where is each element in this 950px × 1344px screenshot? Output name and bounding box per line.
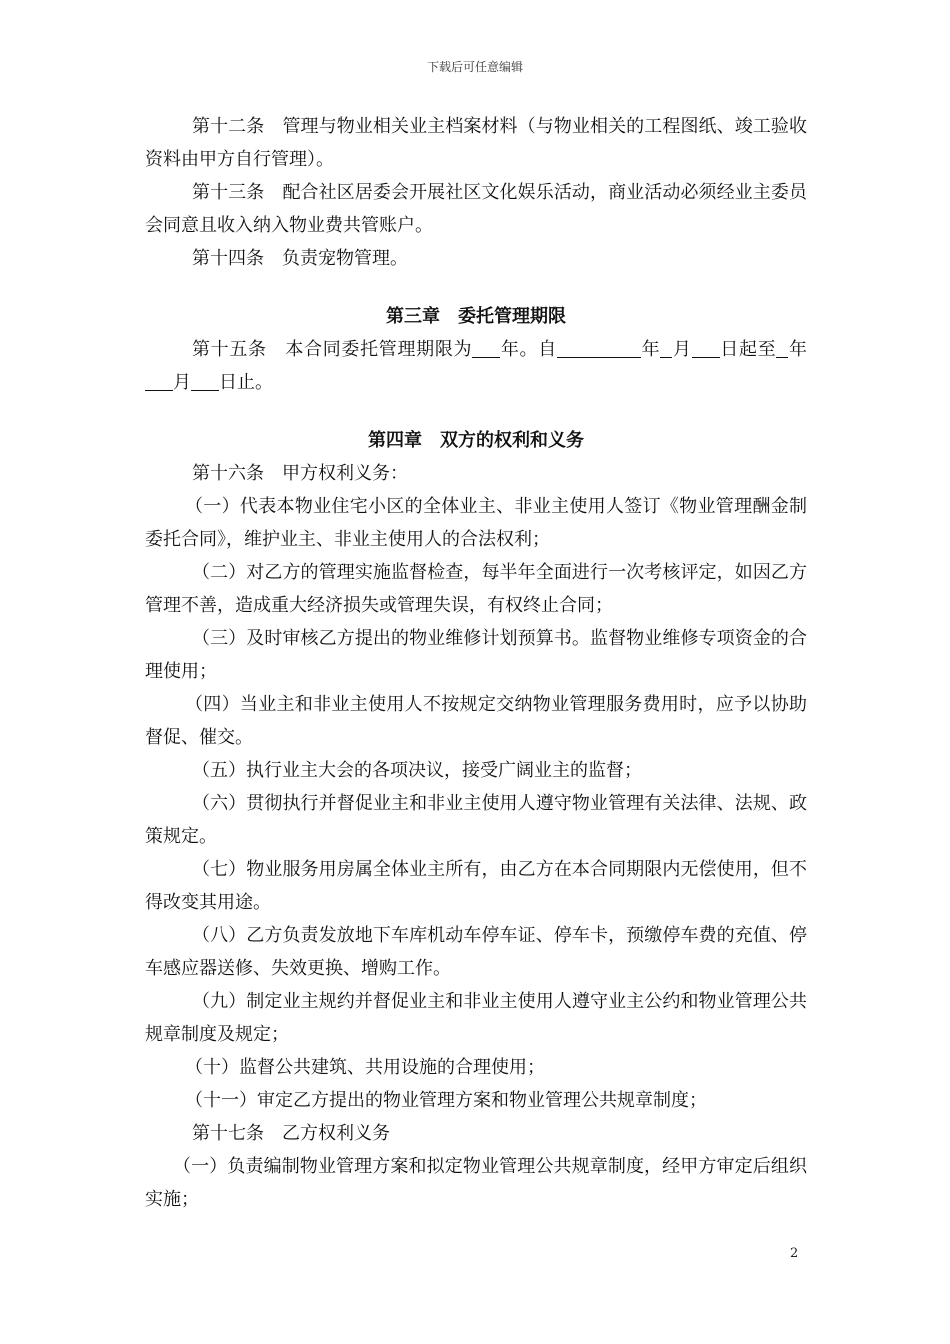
blank-term-years bbox=[472, 339, 500, 358]
blank-end-month bbox=[145, 372, 173, 391]
a16-item-9: （九）制定业主规约并督促业主和非业主使用人遵守业主公约和物业管理公共规章制度及规定； bbox=[145, 991, 807, 1045]
blank-end-year bbox=[776, 339, 788, 358]
article-14: 第十四条 负责宠物管理。 bbox=[192, 248, 408, 269]
document-body bbox=[145, 110, 807, 1216]
a16-item-2: （二）对乙方的管理实施监督检查，每半年全面进行一次考核评定，如因乙方管理不善，造成重大经济损失或管理失误，有权终止合同； bbox=[145, 562, 807, 616]
blank-start-year bbox=[557, 339, 641, 358]
article-13: 第十三条 配合社区居委会开展社区文化娱乐活动，商业活动必须经业主委员会同意且收入纳入物业费共管账户。 bbox=[145, 182, 807, 236]
article-12: 第十二条 管理与物业相关业主档案材料（与物业相关的工程图纸、竣工验收资料由甲方自行管理）。 bbox=[145, 116, 807, 170]
a16-item-6: （六）贯彻执行并督促业主和非业主使用人遵守物业管理有关法律、法规、政策规定。 bbox=[145, 793, 807, 847]
blank-end-day bbox=[191, 372, 219, 391]
blank-start-month bbox=[660, 339, 672, 358]
a16-item-4: （四）当业主和非业主使用人不按规定交纳物业管理服务费用时，应予以协助督促、催交。 bbox=[145, 694, 807, 748]
a16-item-8: （八）乙方负责发放地下车库机动车停车证、停车卡，预缴停车费的充值、停车感应器送修、失效更换、增购工作。 bbox=[145, 925, 807, 979]
a16-item-5: （五）执行业主大会的各项决议，接受广阔业主的监督； bbox=[192, 760, 642, 781]
article-15: 第十五条 本合同委托管理期限为 年。自 年 月 日起至 年月 日止。 bbox=[145, 333, 807, 399]
chapter-4-title: 第四章 双方的权利和义务 bbox=[368, 430, 584, 451]
chapter-3-title: 第三章 委托管理期限 bbox=[386, 306, 566, 327]
a16-item-1: （一）代表本物业住宅小区的全体业主、非业主使用人签订《物业管理酬金制委托合同》，维护业主、非业主使用人的合法权利； bbox=[145, 496, 807, 550]
page-number: 2 bbox=[790, 1246, 799, 1261]
a17-item-1: （一）负责编制物业管理方案和拟定物业管理公共规章制度，经甲方审定后组织实施； bbox=[145, 1156, 807, 1210]
a16-item-7: （七）物业服务用房属全体业主所有，由乙方在本合同期限内无偿使用，但不得改变其用途。 bbox=[145, 859, 807, 913]
blank-start-day bbox=[692, 339, 720, 358]
article-16: 第十六条 甲方权利义务： bbox=[192, 463, 408, 484]
a16-item-11: （十一）审定乙方提出的物业管理方案和物业管理公共规章制度； bbox=[185, 1090, 707, 1111]
a16-item-3: （三）及时审核乙方提出的物业维修计划预算书。监督物业维修专项资金的合理使用； bbox=[145, 628, 807, 682]
article-17: 第十七条 乙方权利义务 bbox=[192, 1123, 390, 1144]
page-header: 下载后可任意编辑 bbox=[426, 60, 523, 74]
a16-item-10: （十）监督公共建筑、共用设施的合理使用； bbox=[185, 1057, 545, 1078]
